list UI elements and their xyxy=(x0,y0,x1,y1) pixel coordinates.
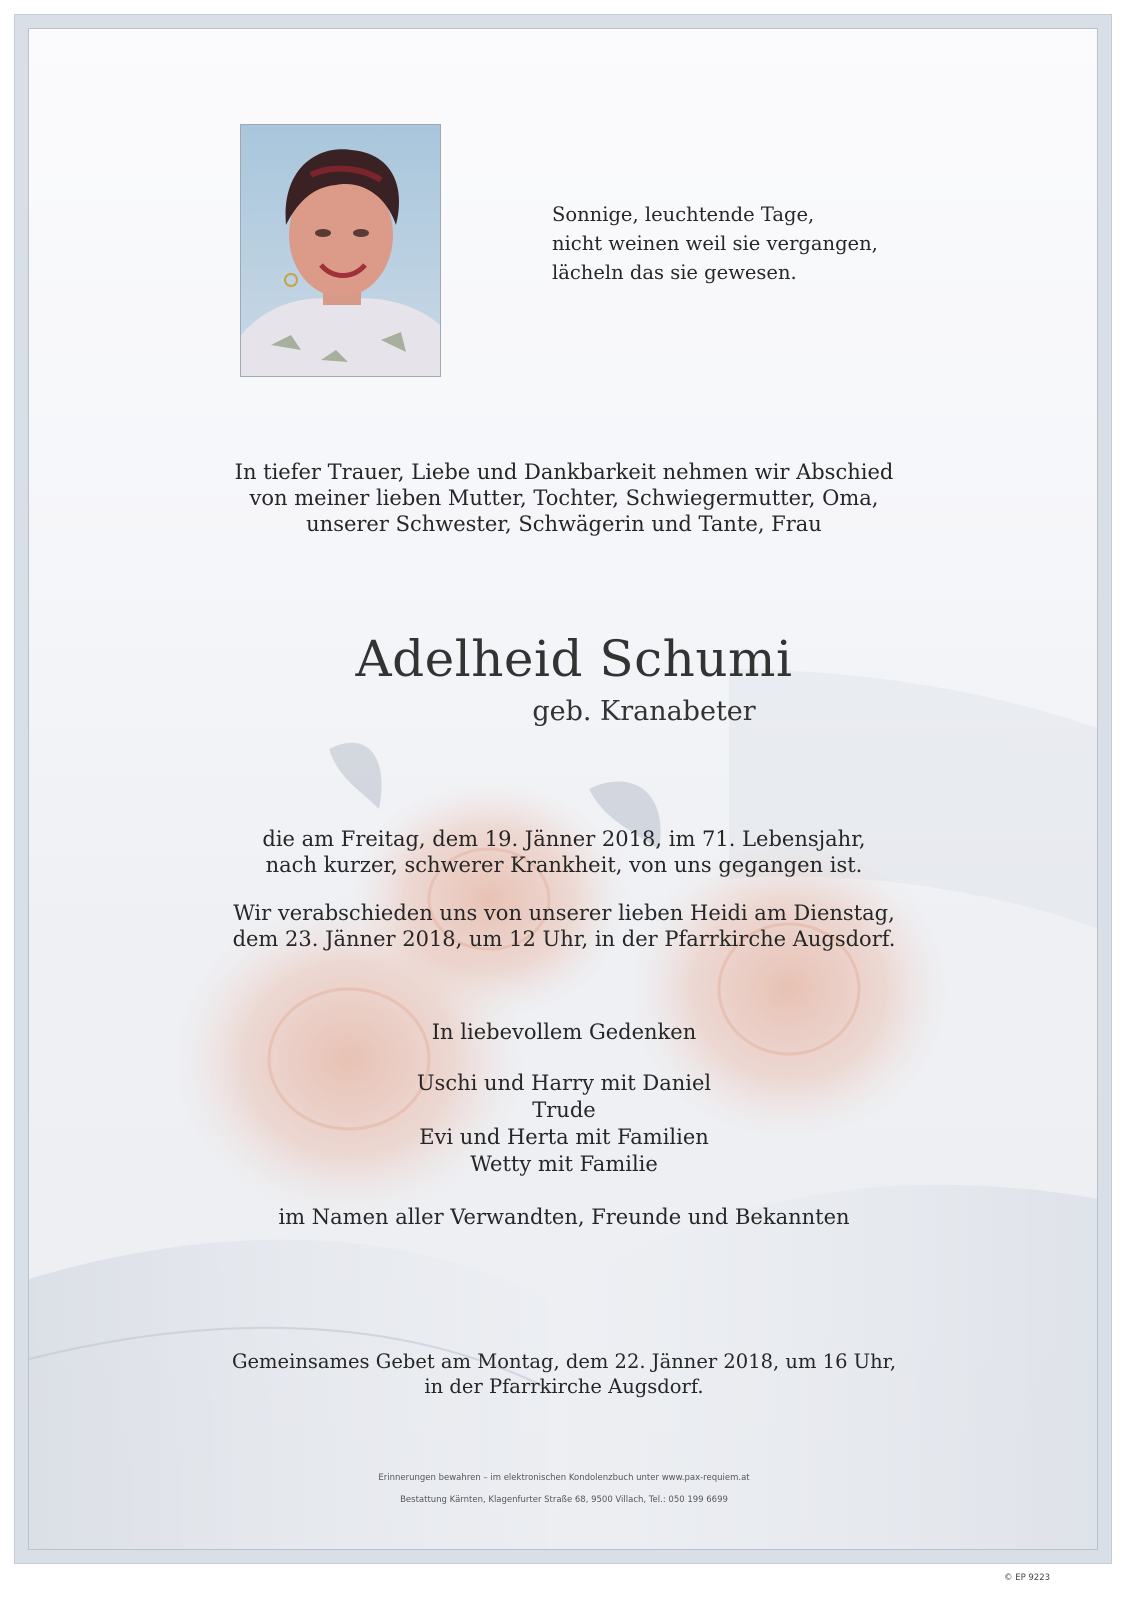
prayer-info xyxy=(29,1349,1098,1399)
prayer-line: in der Pfarrkirche Augsdorf. xyxy=(424,1375,704,1398)
prayer-line: Gemeinsames Gebet am Montag, dem 22. Jänner 2018, um 16 Uhr, xyxy=(231,1350,897,1373)
intro-line: unserer Schwester, Schwägerin und Tante, Frau xyxy=(306,512,822,536)
death-notice xyxy=(29,826,1098,878)
intro-line: von meiner lieben Mutter, Tochter, Schwiegermutter, Oma, xyxy=(249,486,879,510)
funeral-line: dem 23. Jänner 2018, um 12 Uhr, in der Pfarrkirche Augsdorf. xyxy=(232,927,896,951)
maiden-name: geb. Kranabeter xyxy=(532,696,756,727)
mourner: Wetty mit Familie xyxy=(470,1152,658,1176)
obituary-card xyxy=(28,28,1098,1550)
funeral-line: Wir verabschieden uns von unserer lieben Heidi am Dienstag, xyxy=(233,901,895,925)
poem-line: Sonnige, leuchtende Tage, xyxy=(552,203,815,226)
poem-line: lächeln das sie gewesen. xyxy=(552,261,797,284)
poem-line: nicht weinen weil sie vergangen, xyxy=(552,232,878,255)
footer-address-line: Bestattung Kärnten, Klagenfurter Straße 68, 9500 Villach, Tel.: 050 199 6699 xyxy=(400,1495,728,1505)
closing-line: im Namen aller Verwandten, Freunde und Bekannten xyxy=(278,1205,850,1229)
funeral-info xyxy=(29,900,1098,952)
death-notice-line: nach kurzer, schwerer Krankheit, von uns gegangen ist. xyxy=(265,853,863,877)
mourner: Uschi und Harry mit Daniel xyxy=(416,1071,712,1095)
memory-heading: In liebevollem Gedenken xyxy=(431,1020,697,1044)
deceased-name: Adelheid Schumi xyxy=(355,630,793,688)
portrait-photo xyxy=(240,124,441,377)
footer-condolence-line: Erinnerungen bewahren – im elektronischen Kondolenzbuch unter www.pax-requiem.at xyxy=(378,1473,750,1483)
mourners-list xyxy=(29,1070,1098,1178)
death-notice-line: die am Freitag, dem 19. Jänner 2018, im 71. Lebensjahr, xyxy=(262,827,866,851)
intro-text xyxy=(29,459,1098,537)
footer xyxy=(29,1467,1098,1511)
product-code: © EP 9223 xyxy=(1004,1573,1051,1583)
intro-line: In tiefer Trauer, Liebe und Dankbarkeit nehmen wir Abschied xyxy=(234,460,894,484)
mourner: Evi und Herta mit Familien xyxy=(419,1125,709,1149)
poem xyxy=(552,200,972,287)
portrait-image xyxy=(241,125,440,376)
mourner: Trude xyxy=(532,1098,596,1122)
